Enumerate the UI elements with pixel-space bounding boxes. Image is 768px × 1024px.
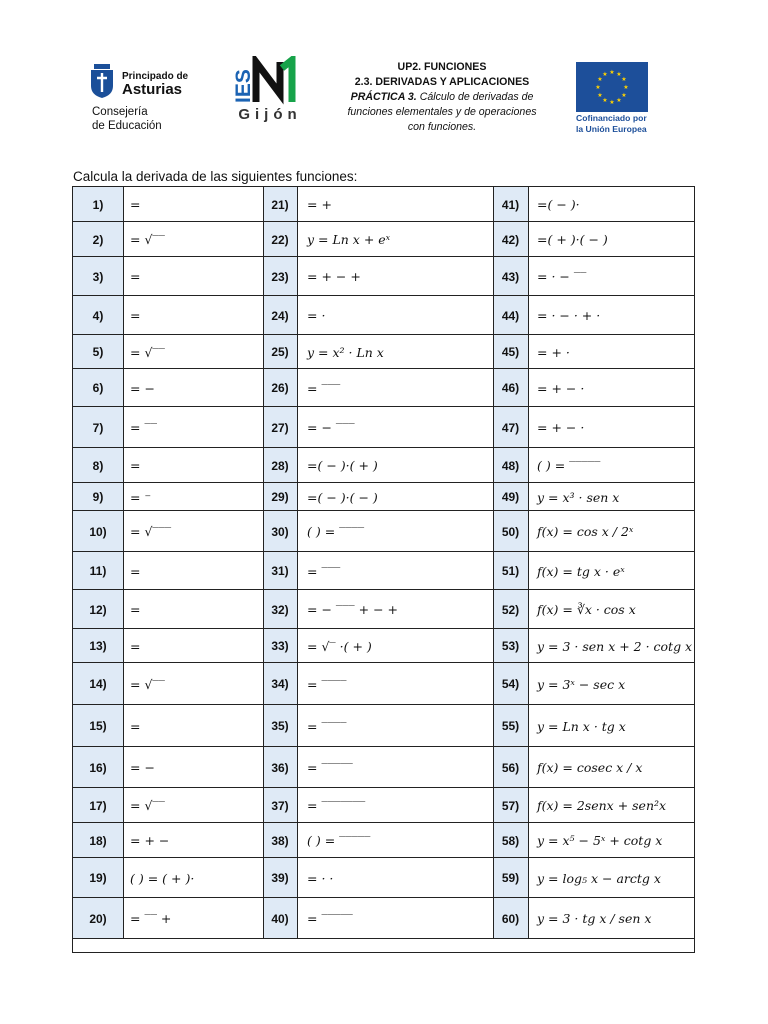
column-divider [123, 629, 124, 663]
exercise-number: 38) [263, 823, 297, 858]
column-divider [123, 407, 124, 448]
column-divider [263, 448, 264, 483]
exercise-function: = ‾‾‾‾‾ [307, 911, 353, 926]
exercise-function: = ‾‾‾ [307, 563, 341, 579]
exercise-number: 40) [263, 898, 297, 939]
column-divider [297, 257, 298, 296]
worksheet-title [322, 60, 562, 135]
table-row [73, 858, 694, 898]
column-divider [493, 552, 494, 590]
column-divider [528, 823, 529, 858]
exercise-number: 56) [493, 747, 528, 788]
exercise-number: 22) [263, 222, 297, 257]
column-divider [528, 407, 529, 448]
exercise-function: = ⁻ [130, 489, 152, 505]
column-divider [528, 483, 529, 511]
exercise-number: 39) [263, 858, 297, 898]
column-divider [297, 823, 298, 858]
column-divider [123, 187, 124, 222]
exercise-function: = · · [307, 870, 334, 886]
asturias-logo [90, 64, 210, 136]
exercise-function: =( − )· [537, 197, 580, 212]
exercise-number: 46) [493, 369, 528, 407]
column-divider [297, 335, 298, 369]
exercise-number: 36) [263, 747, 297, 788]
exercise-function: f(x) = tg x · eˣ [537, 563, 625, 579]
exercise-function: = ‾‾‾‾ [307, 676, 347, 692]
column-divider [123, 788, 124, 823]
table-row [73, 747, 694, 788]
exercise-number: 48) [493, 448, 528, 483]
table-row [73, 629, 694, 663]
exercise-function: y = Ln x + eˣ [307, 232, 391, 247]
column-divider [528, 335, 529, 369]
table-row [73, 552, 694, 590]
practice-label: PRÁCTICA 3. [350, 91, 417, 103]
exercise-number: 58) [493, 823, 528, 858]
exercise-number: 47) [493, 407, 528, 448]
exercise-function: =( + )·( − ) [537, 232, 608, 247]
exercise-number: 25) [263, 335, 297, 369]
unit-title: UP2. FUNCIONES [397, 61, 487, 73]
exercise-function: y = Ln x · tg x [537, 718, 626, 734]
exercise-function: = · − ‾‾ [537, 269, 587, 284]
column-divider [297, 590, 298, 629]
svg-text:★: ★ [623, 84, 629, 91]
eu-caption-line-2: la Unión Europea [576, 123, 647, 134]
exercise-function: = ‾‾‾‾ [307, 718, 347, 734]
column-divider [493, 747, 494, 788]
svg-text:★: ★ [609, 99, 615, 106]
table-row [73, 448, 694, 483]
svg-text:★: ★ [597, 76, 603, 83]
practice-description-3: con funciones. [407, 121, 477, 133]
table-row [73, 407, 694, 448]
consejeria-label [92, 105, 162, 133]
column-divider [123, 335, 124, 369]
column-divider [297, 705, 298, 747]
exercise-number: 59) [493, 858, 528, 898]
column-divider [123, 663, 124, 705]
column-divider [528, 629, 529, 663]
svg-text:★: ★ [609, 69, 615, 76]
exercise-number: 43) [493, 257, 528, 296]
column-divider [263, 590, 264, 629]
exercise-function: = [130, 197, 141, 212]
table-row [73, 663, 694, 705]
exercise-number: 34) [263, 663, 297, 705]
exercise-number: 60) [493, 898, 528, 939]
eu-logo [576, 62, 648, 138]
column-divider [123, 747, 124, 788]
column-divider [493, 788, 494, 823]
exercise-number: 57) [493, 788, 528, 823]
exercise-function: = − [130, 380, 155, 396]
column-divider [493, 483, 494, 511]
exercise-function: = + [307, 197, 332, 212]
exercise-function: = [130, 718, 141, 734]
column-divider [297, 663, 298, 705]
exercise-number: 1) [73, 187, 123, 222]
column-divider [528, 511, 529, 552]
exercise-function: = − [130, 760, 155, 775]
exercise-function: = ‾‾‾‾‾ [307, 760, 353, 775]
column-divider [123, 222, 124, 257]
exercise-number: 33) [263, 629, 297, 663]
svg-text:★: ★ [616, 97, 622, 104]
exercise-function: = [130, 638, 141, 654]
column-divider [297, 222, 298, 257]
column-divider [493, 898, 494, 939]
exercise-number: 55) [493, 705, 528, 747]
exercise-number: 14) [73, 663, 123, 705]
column-divider [297, 898, 298, 939]
column-divider [297, 448, 298, 483]
column-divider [528, 898, 529, 939]
column-divider [297, 858, 298, 898]
column-divider [263, 511, 264, 552]
column-divider [263, 296, 264, 335]
exercise-function: y = x³ · sen x [537, 489, 620, 505]
exercise-number: 27) [263, 407, 297, 448]
column-divider [493, 590, 494, 629]
exercise-number: 41) [493, 187, 528, 222]
exercise-number: 4) [73, 296, 123, 335]
column-divider [263, 788, 264, 823]
exercise-number: 6) [73, 369, 123, 407]
column-divider [528, 257, 529, 296]
section-title: 2.3. DERIVADAS Y APLICACIONES [354, 76, 530, 88]
exercise-number: 5) [73, 335, 123, 369]
column-divider [123, 296, 124, 335]
exercise-function: y = x⁵ − 5ˣ + cotg x [537, 833, 663, 848]
exercise-function: y = 3 · sen x + 2 · cotg x [537, 638, 693, 654]
instruction-text: Calcula la derivada de las siguientes funciones: [73, 169, 358, 184]
exercise-number: 30) [263, 511, 297, 552]
table-row [73, 222, 694, 257]
svg-text:★: ★ [621, 76, 627, 83]
table-row [73, 257, 694, 296]
column-divider [493, 296, 494, 335]
exercise-number: 12) [73, 590, 123, 629]
exercise-function: = · [307, 308, 326, 323]
column-divider [123, 552, 124, 590]
column-divider [493, 257, 494, 296]
exercise-function: = ‾‾‾‾‾‾‾ [307, 798, 366, 813]
column-divider [493, 663, 494, 705]
exercise-function: = + · [537, 344, 570, 360]
exercise-number: 11) [73, 552, 123, 590]
table-row [73, 511, 694, 552]
exercise-function: = [130, 308, 141, 323]
column-divider [528, 788, 529, 823]
exercise-function: = √‾‾ [130, 798, 165, 813]
column-divider [263, 407, 264, 448]
practice-description-2: funciones elementales y de operaciones [347, 106, 537, 118]
column-divider [123, 705, 124, 747]
exercise-function: = · − · + · [537, 308, 601, 323]
column-divider [528, 590, 529, 629]
svg-text:★: ★ [621, 92, 627, 99]
column-divider [123, 369, 124, 407]
eu-caption [576, 113, 656, 134]
column-divider [123, 823, 124, 858]
table-row [73, 823, 694, 858]
exercise-number: 32) [263, 590, 297, 629]
ies-logo [228, 56, 312, 128]
exercise-function: = √‾‾‾ [130, 524, 172, 539]
column-divider [263, 705, 264, 747]
exercise-number: 17) [73, 788, 123, 823]
exercise-function: =( − )·( − ) [307, 489, 378, 505]
exercise-function: = − ‾‾‾ + − + [307, 602, 398, 617]
exercise-number: 44) [493, 296, 528, 335]
exercise-function: = [130, 602, 141, 617]
exercise-number: 10) [73, 511, 123, 552]
consejeria-line-2: de Educación [92, 120, 162, 132]
exercise-function: = [130, 563, 141, 579]
svg-text:★: ★ [597, 92, 603, 99]
exercise-number: 20) [73, 898, 123, 939]
column-divider [297, 369, 298, 407]
column-divider [297, 483, 298, 511]
exercise-number: 16) [73, 747, 123, 788]
exercise-number: 24) [263, 296, 297, 335]
svg-text:★: ★ [602, 71, 608, 78]
exercise-function: = ‾‾ [130, 420, 157, 435]
column-divider [528, 705, 529, 747]
exercise-number: 28) [263, 448, 297, 483]
exercise-function: ( ) = ‾‾‾‾‾ [307, 833, 371, 848]
column-divider [528, 187, 529, 222]
column-divider [123, 257, 124, 296]
column-divider [263, 858, 264, 898]
exercise-number: 45) [493, 335, 528, 369]
column-divider [263, 629, 264, 663]
column-divider [297, 629, 298, 663]
column-divider [493, 448, 494, 483]
column-divider [263, 898, 264, 939]
svg-text:★: ★ [595, 84, 601, 91]
column-divider [493, 407, 494, 448]
column-divider [528, 663, 529, 705]
exercise-number: 19) [73, 858, 123, 898]
exercise-function: = + − + [307, 269, 361, 284]
principado-label: Principado de [122, 71, 189, 82]
svg-text:★: ★ [602, 97, 608, 104]
column-divider [493, 222, 494, 257]
eu-flag-icon [576, 62, 648, 112]
svg-text:IES: IES [232, 69, 255, 103]
column-divider [263, 663, 264, 705]
exercise-function: = √‾‾ [130, 232, 165, 247]
ies-city-label: Gijón [238, 106, 302, 123]
exercise-function: = √‾‾ [130, 676, 165, 692]
exercise-function: = √‾‾ [130, 344, 165, 360]
column-divider [493, 511, 494, 552]
asturias-label: Asturias [122, 81, 183, 98]
exercise-number: 3) [73, 257, 123, 296]
column-divider [297, 511, 298, 552]
exercise-number: 21) [263, 187, 297, 222]
column-divider [493, 705, 494, 747]
column-divider [493, 858, 494, 898]
table-row [73, 369, 694, 407]
eu-caption-line-1: Cofinanciado por [576, 113, 647, 123]
exercise-number: 18) [73, 823, 123, 858]
ies-n1-icon [228, 56, 312, 106]
exercise-function: = ‾‾‾ [307, 380, 341, 396]
exercise-table [72, 186, 695, 953]
column-divider [528, 448, 529, 483]
exercise-number: 7) [73, 407, 123, 448]
column-divider [123, 898, 124, 939]
table-row [73, 296, 694, 335]
column-divider [263, 335, 264, 369]
column-divider [263, 552, 264, 590]
column-divider [493, 823, 494, 858]
exercise-number: 13) [73, 629, 123, 663]
column-divider [263, 369, 264, 407]
column-divider [528, 747, 529, 788]
column-divider [493, 335, 494, 369]
exercise-number: 8) [73, 448, 123, 483]
exercise-function: y = x² · Ln x [307, 344, 384, 360]
exercise-number: 37) [263, 788, 297, 823]
column-divider [123, 483, 124, 511]
exercise-function: y = log₅ x − arctg x [537, 870, 661, 886]
table-row [73, 483, 694, 511]
exercise-number: 53) [493, 629, 528, 663]
exercise-function: y = 3 · tg x / sen x [537, 911, 652, 926]
exercise-function: ( ) = ( + )· [130, 870, 195, 886]
column-divider [528, 296, 529, 335]
exercise-function: = + − · [537, 380, 585, 396]
exercise-function: ( ) = ‾‾‾‾‾ [537, 458, 601, 473]
exercise-number: 52) [493, 590, 528, 629]
column-divider [123, 858, 124, 898]
column-divider [263, 222, 264, 257]
exercise-function: = √‾ ·( + ) [307, 638, 372, 654]
table-row [73, 335, 694, 369]
exercise-function: = [130, 458, 141, 473]
exercise-number: 23) [263, 257, 297, 296]
exercise-number: 51) [493, 552, 528, 590]
column-divider [123, 590, 124, 629]
column-divider [297, 788, 298, 823]
column-divider [493, 369, 494, 407]
column-divider [123, 511, 124, 552]
exercise-number: 50) [493, 511, 528, 552]
exercise-function: = + − [130, 833, 170, 848]
exercise-number: 26) [263, 369, 297, 407]
exercise-function: = [130, 269, 141, 284]
exercise-number: 49) [493, 483, 528, 511]
exercise-function: = − ‾‾‾ [307, 420, 355, 435]
asturias-shield-icon [90, 64, 114, 98]
table-row [73, 187, 694, 222]
column-divider [528, 552, 529, 590]
exercise-function: f(x) = 2senx + sen²x [537, 798, 667, 813]
exercise-number: 35) [263, 705, 297, 747]
column-divider [528, 222, 529, 257]
column-divider [123, 448, 124, 483]
table-row [73, 705, 694, 747]
column-divider [263, 187, 264, 222]
exercise-function: = ‾‾ + [130, 911, 172, 926]
exercise-function: f(x) = cosec x / x [537, 760, 643, 775]
column-divider [528, 858, 529, 898]
column-divider [297, 552, 298, 590]
page-header [0, 0, 768, 160]
exercise-number: 15) [73, 705, 123, 747]
table-row [73, 590, 694, 629]
table-row [73, 788, 694, 823]
practice-description: Cálculo de derivadas de [416, 91, 534, 103]
column-divider [493, 629, 494, 663]
exercise-number: 29) [263, 483, 297, 511]
exercise-number: 2) [73, 222, 123, 257]
exercise-number: 9) [73, 483, 123, 511]
exercise-function: ( ) = ‾‾‾‾ [307, 524, 365, 539]
exercise-number: 31) [263, 552, 297, 590]
exercise-function: f(x) = cos x / 2ˣ [537, 524, 634, 539]
column-divider [297, 407, 298, 448]
column-divider [297, 747, 298, 788]
exercise-number: 54) [493, 663, 528, 705]
column-divider [263, 257, 264, 296]
consejeria-line-1: Consejería [92, 106, 148, 118]
practice-line [322, 90, 562, 105]
column-divider [493, 187, 494, 222]
exercise-function: = + − · [537, 420, 585, 435]
svg-text:★: ★ [616, 71, 622, 78]
column-divider [297, 187, 298, 222]
exercise-function: =( − )·( + ) [307, 458, 378, 473]
exercise-function: y = 3ˣ − sec x [537, 676, 626, 692]
exercise-number: 42) [493, 222, 528, 257]
column-divider [263, 823, 264, 858]
column-divider [528, 369, 529, 407]
column-divider [263, 483, 264, 511]
exercise-function: f(x) = ∛x · cos x [537, 602, 636, 617]
table-row [73, 898, 694, 939]
column-divider [263, 747, 264, 788]
column-divider [297, 296, 298, 335]
